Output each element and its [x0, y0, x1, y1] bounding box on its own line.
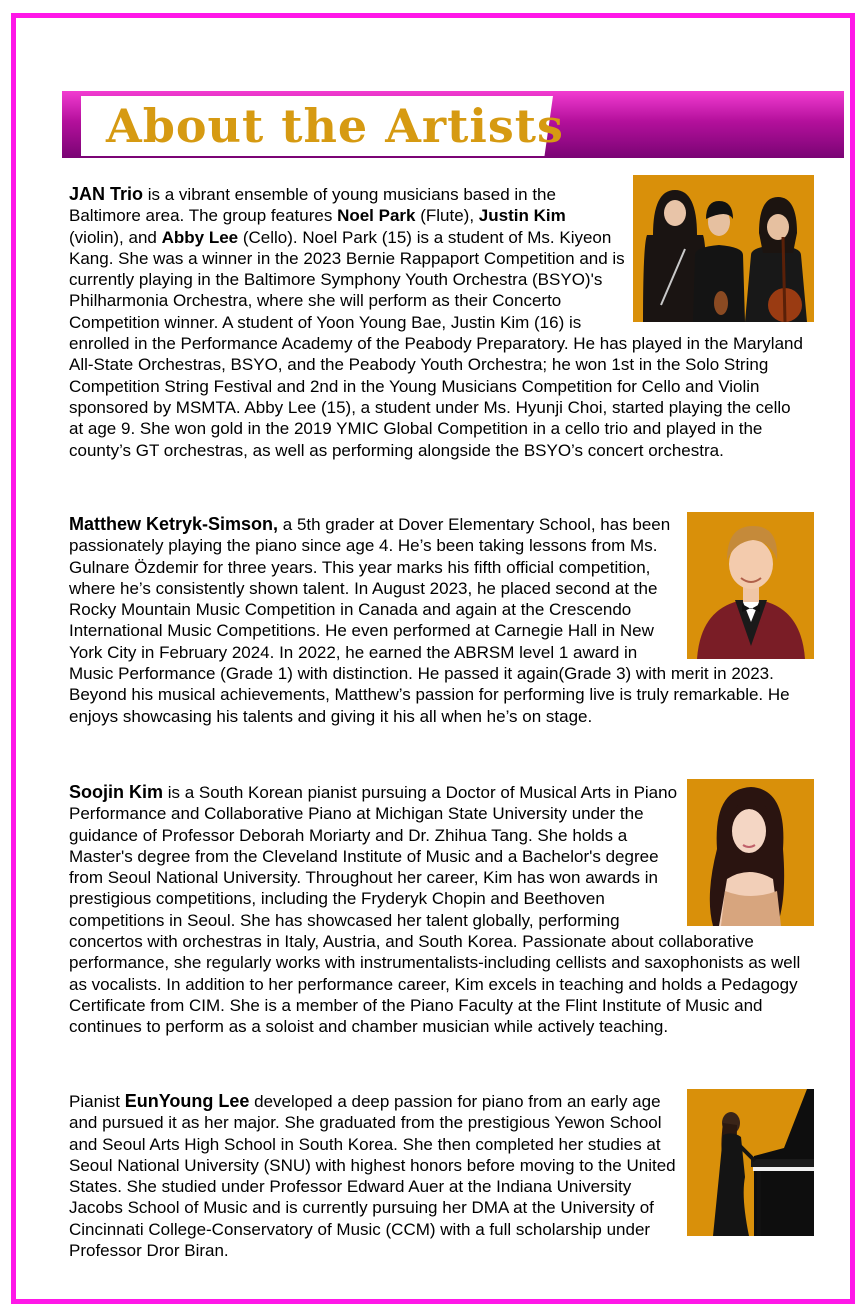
soojin-photo: [687, 779, 814, 926]
bio-text: JAN Trio is a vibrant ensemble of young musicians based in the Baltimore area. The group features Noel Park (Flute), Justin Kim (violin), and Abby Lee (Cello). Noel Park (15) is a student of Ms. Kiyeon Kang. She was a winner in the 2023 Bernie Rappaport Competition and is currently playing in the Baltimore Symphony Youth Orchestra (BSYO)'s Philharmonia Orchestra, where she will perform as their Concerto Competition winner. A student of Yoon Young Bae, Justin Kim (16) is enrolled in the Performance Academy of the Peabody Preparatory. He has played in the Maryland All-State Orchestras, BSYO, and the Peabody Youth Orchestra; he won 1st in the Solo String Competition String Festival and 2nd in the Young Musicians Competition for Cello and Violin sponsored by MSMTA. Abby Lee (15), a student under Ms. Hyunji Choi, started playing the cello at age 9. She won gold in the 2019 YMIC Global Competition in a cello trio and played in the county’s GT orchestras, as well as performing alongside the BSYO’s concert orchestra.: [69, 184, 803, 460]
bio-text: Matthew Ketryk-Simson, a 5th grader at Dover Elementary School, has been passionately playing the piano since age 4. He’s been taking lessons from Ms. Gulnare Özdemir for three years. This year marks his fifth official competition, where he’s consistently shown talent. In August 2023, he placed second at the Rocky Mountain Music Competition in Canada and again at the Crescendo International Music Competitions. He even performed at Carnegie Hall in New York City in February 2024. In 2022, he earned the ABRSM level 1 award in Music Performance (Grade 1) with distinction. He passed it again(Grade 3) with merit in 2023. Beyond his musical achievements, Matthew’s passion for performing live is truly remarkable. He enjoys showcasing his talents and giving it his all when he’s on stage.: [69, 514, 790, 726]
bio-text: Soojin Kim is a South Korean pianist pursuing a Doctor of Musical Arts in Piano Performance and Collaborative Piano at Michigan State University under the guidance of Professor Deborah Moriarty and Dr. Zhihua Tang. She holds a Master's degree from the Cleveland Institute of Music and a Bachelor's degree from Seoul National University. Throughout her career, Kim has won awards in prestigious competitions, including the Fryderyk Chopin and Beethoven competitions in Seoul. She has showcased her talent globally, performing concertos with orchestras in Italy, Austria, and South Korea. Passionate about collaborative performance, she regularly works with instrumentalists-including cellists and saxophonists as well as vocalists. In addition to her performance career, Kim excels in teaching and holds a Pedagogy Certificate from CIM. She is a member of the Piano Faculty at the Flint Institute of Music and continues to perform as a soloist and chamber musician while actively teaching.: [69, 782, 801, 1037]
artist-name: Soojin Kim: [69, 782, 163, 802]
page-title: About the Artists: [106, 99, 564, 153]
jan-trio-photo: [633, 175, 814, 322]
member-name: Justin Kim: [478, 206, 566, 226]
bio-text: Pianist EunYoung Lee developed a deep passion for piano from an early age and pursued it as her major. She graduated from the prestigious Yewon School and Seoul Arts High School in South Korea. She then completed her studies at Seoul National University (SNU) with highest honors before moving to the United States. She studied under Professor Edward Auer at the Indiana University Jacobs School of Music and is currently pursuing her DMA at the University of Cincinnati College-Conservatory of Music (CCM) with a full scholarship under Professor Dror Biran.: [69, 1091, 676, 1261]
member-name: Noel Park: [337, 206, 416, 226]
bio-eunyoung-lee: [69, 1091, 809, 1261]
member-name: Abby Lee: [161, 227, 239, 247]
bio-jan-trio: [69, 184, 809, 461]
bio-soojin-kim: [69, 782, 809, 1038]
trio-portrait-image: [633, 175, 814, 322]
matthew-photo: [687, 512, 814, 659]
pianist-portrait-image: [687, 779, 814, 926]
eunyoung-photo: [687, 1089, 814, 1236]
bio-matthew: [69, 514, 809, 727]
boy-portrait-image: [687, 512, 814, 659]
artist-name: JAN Trio: [69, 184, 144, 204]
pianist-silhouette-image: [687, 1089, 814, 1236]
artist-name: EunYoung Lee: [124, 1091, 250, 1111]
artist-name: Matthew Ketryk-Simson,: [69, 514, 279, 534]
